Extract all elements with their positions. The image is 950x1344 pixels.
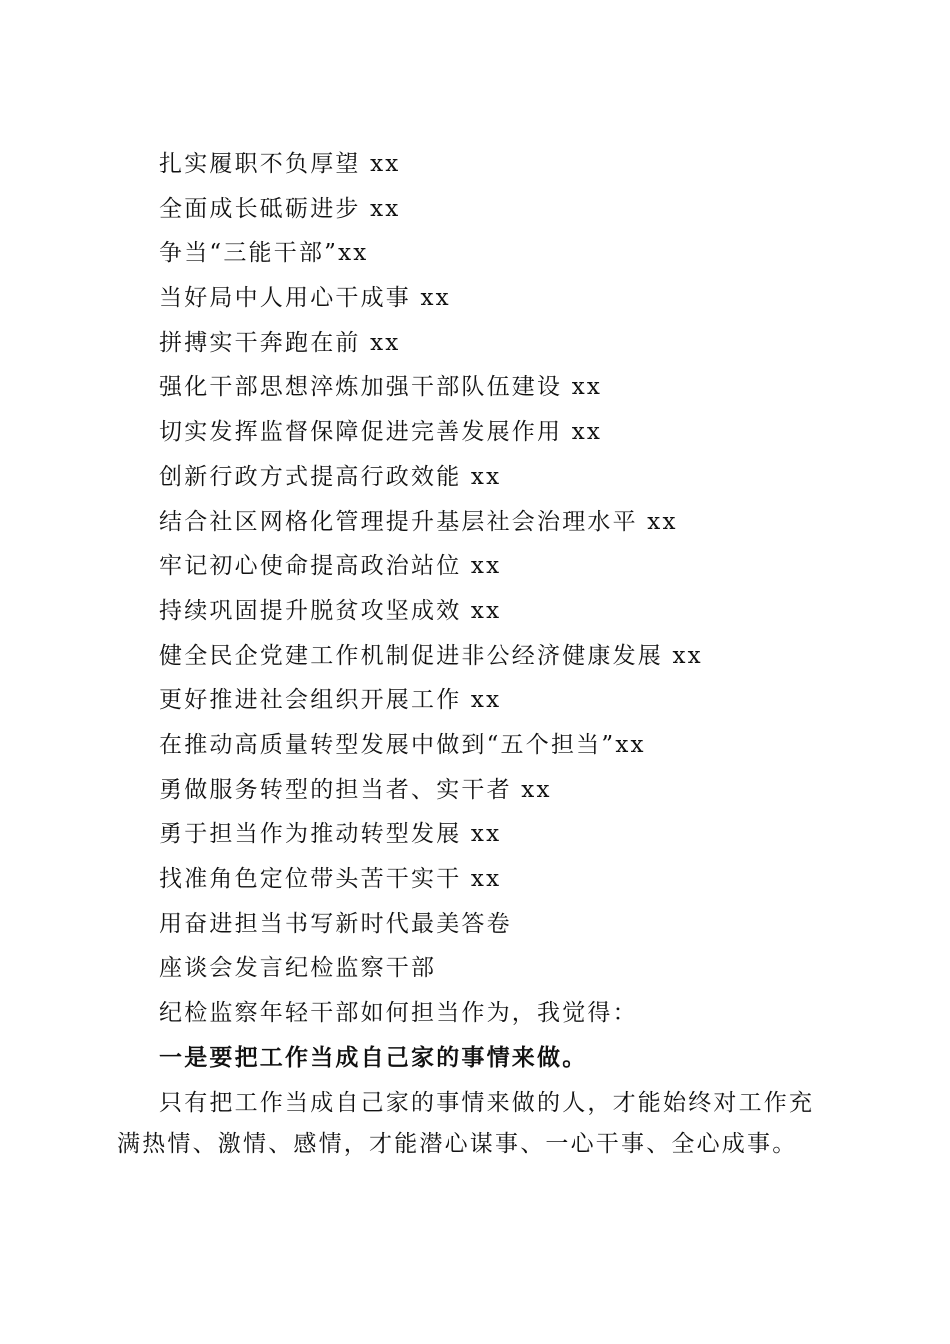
- body-paragraph: 只有把工作当成自己家的事情来做的人，才能始终对工作充满热情、激情、感情，才能潜心谋事、一心干事、全心成事。: [117, 1090, 815, 1157]
- list-item: 找准角色定位带头苦干实干 xx: [159, 866, 502, 892]
- list-item: 结合社区网格化管理提升基层社会治理水平 xx: [159, 508, 678, 535]
- list-item: 争当“三能干部”xx: [159, 240, 369, 267]
- title-list: [159, 142, 859, 1080]
- list-item: 用奋进担当书写新时代最美答卷: [159, 910, 512, 937]
- list-item: 勇做服务转型的担当者、实干者 xx: [159, 776, 552, 803]
- list-item: 纪检监察年轻干部如何担当作为，我觉得：: [159, 1000, 638, 1027]
- list-item: 更好推进社会组织开展工作 xx: [159, 687, 502, 714]
- list-item: 持续巩固提升脱贫攻坚成效 xx: [159, 597, 502, 624]
- list-item: 牢记初心使命提高政治站位 xx: [159, 553, 502, 580]
- list-item: 拼搏实干奔跑在前 xx: [159, 329, 401, 356]
- list-item: 扎实履职不负厚望 xx: [159, 151, 401, 177]
- list-item: 勇于担当作为推动转型发展 xx: [159, 821, 502, 848]
- list-item: 创新行政方式提高行政效能 xx: [159, 463, 502, 490]
- list-item: 当好局中人用心干成事 xx: [159, 285, 451, 312]
- list-item: 全面成长砥砺进步 xx: [159, 195, 401, 222]
- list-item: 座谈会发言纪检监察干部: [159, 955, 437, 982]
- list-item: 在推动高质量转型发展中做到“五个担当”xx: [159, 731, 646, 758]
- list-item: 强化干部思想淬炼加强干部队伍建设 xx: [159, 374, 603, 401]
- section-heading: 一是要把工作当成自己家的事情来做。: [159, 1043, 588, 1071]
- list-item: 切实发挥监督保障促进完善发展作用 xx: [159, 419, 603, 446]
- list-item: 健全民企党建工作机制促进非公经济健康发展 xx: [159, 642, 703, 669]
